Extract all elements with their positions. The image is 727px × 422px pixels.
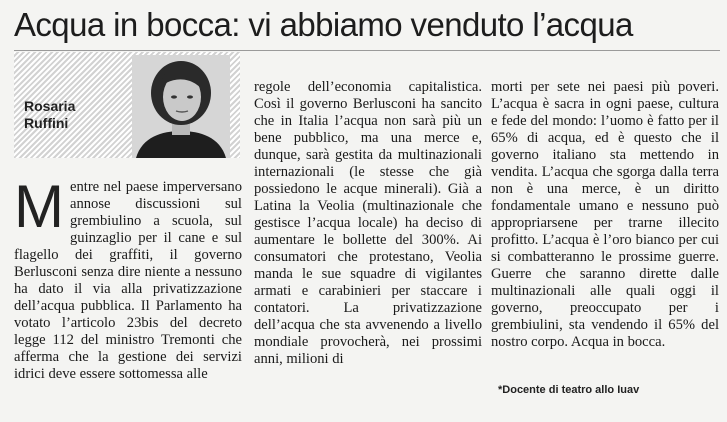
article-column-3 [491,79,719,351]
author-name [24,98,75,132]
article-headline: Acqua in bocca: vi abbiamo venduto l’acqua [14,6,633,43]
headline-divider [14,50,720,51]
column-3-text: morti per sete nei paesi più poveri. L’acqua è sacra in ogni paese, cultura e fede del mondo: l’uomo è fatto per il 65% di acqua, ed è questo che il governo italiano sta mettendo in vendita. L’acqua che sgorga dalla terra non è una merce, è un diritto fondamentale umano e nessuno può appropriarsene per trarne illecito profitto. L’acqua è l’oro bianco per cui si combatteranno le prossime guerre. Guerre che saranno dirette dalle multinazionali alle quali oggi il governo, preoccupato per i grembiulini, sta vendendo il 65% del nostro corpo. Acqua in bocca. [491,79,719,350]
author-last-name: Ruffini [24,115,69,131]
author-first-name: Rosaria [24,98,76,114]
author-footnote: *Docente di teatro allo Iuav [498,384,640,396]
author-portrait-icon [132,55,230,158]
column-2-text: regole dell’economia capitalistica. Così il governo Berlusconi ha sancito che in Italia l’acqua non sarà più un bene pubblico, ma una merce e, dunque, sarà gestita da multinazionali internazionali (le stesse che già possiedono le acque minerali). Già a Latina la Veolia (multinazionale che gestisce l’acqua locale) ha deciso di aumentare le bollette del 300%. Ai consumatori che protestano, Veolia manda le sue squadre di vigilantes armati e carabinieri per staccare i contatori. La privatizzazione dell’acqua che sta avvenendo a livello mondiale provocherà, nei prossimi anni, milioni di [254,79,482,367]
article-column-1 [14,173,242,383]
article-column-2 [254,79,482,368]
column-1-text: entre nel paese imperversano annose discussioni sul grembiulino a scuola, sul guinzaglio per il cane e sul flagello dei graffiti, il governo Berlusconi senza dire niente a nessuno ha dato il via alla privatizzazione dell’acqua pubblica. Il Parlamento ha votato l’articolo 23bis del decreto legge 112 del ministro Tremonti che afferma che la gestione dei servizi idrici deve essere sottomessa alle [14,179,242,382]
author-photo [132,55,230,158]
drop-cap: M [14,173,64,240]
